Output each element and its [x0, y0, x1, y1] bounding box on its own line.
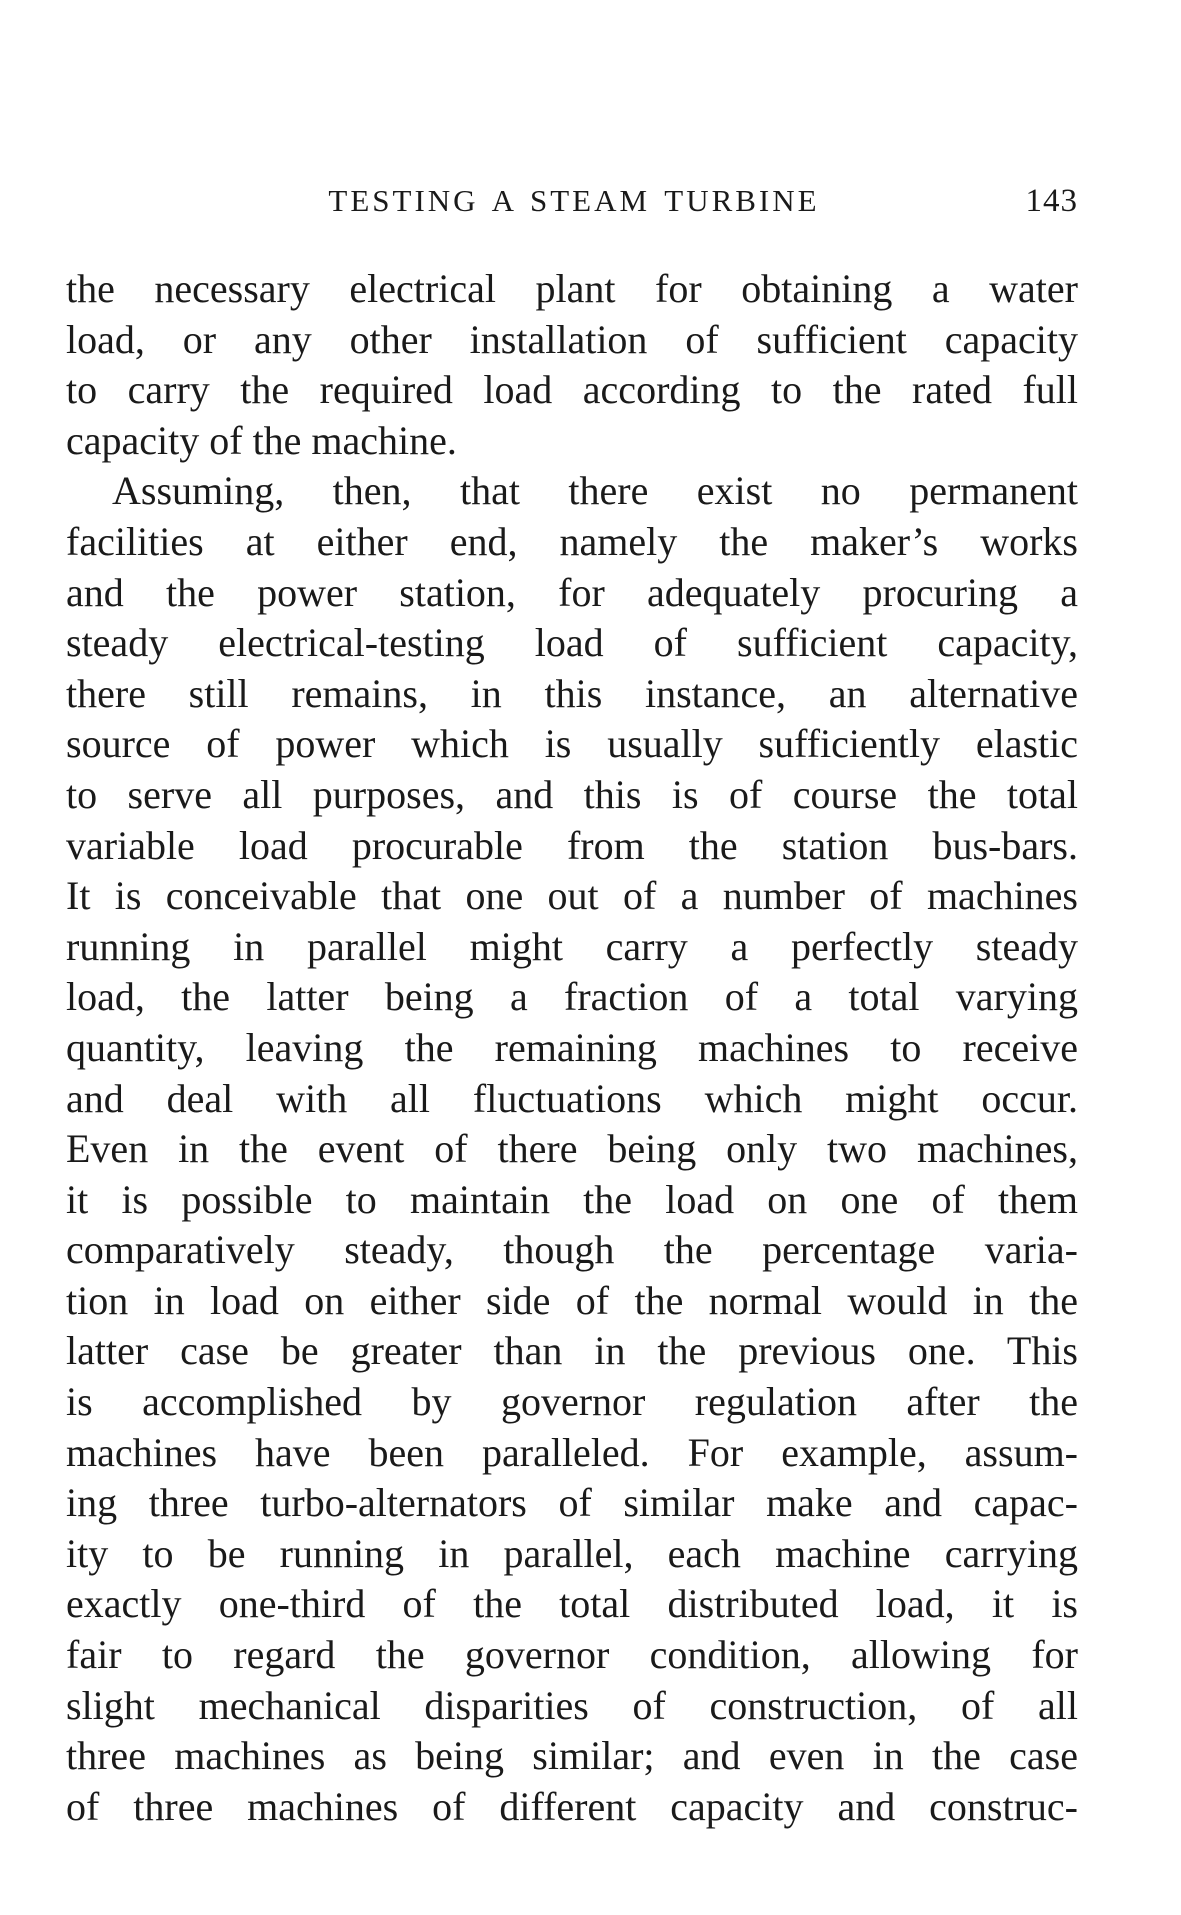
- text-line: and the power station, for adequately procuring a: [66, 569, 1078, 615]
- text-line: to serve all purposes, and this is of course the total: [66, 771, 1078, 817]
- text-line: variable load procurable from the station bus-bars.: [66, 822, 1078, 868]
- text-line: machines have been paralleled. For example, assum-: [66, 1429, 1078, 1475]
- text-line: It is conceivable that one out of a number of machines: [66, 873, 1078, 919]
- text-line: quantity, leaving the remaining machines to receive: [66, 1024, 1078, 1070]
- text-line: is accomplished by governor regulation after the: [66, 1379, 1078, 1425]
- text-line: the necessary electrical plant for obtaining a water: [66, 266, 1078, 311]
- text-line: fair to regard the governor condition, allowing for: [66, 1632, 1078, 1678]
- text-line: exactly one-third of the total distributed load, it is: [66, 1581, 1078, 1627]
- text-line: facilities at either end, namely the maker’s works: [66, 518, 1078, 564]
- text-line: tion in load on either side of the normal would in the: [66, 1277, 1078, 1323]
- text-line: comparatively steady, though the percentage varia-: [66, 1227, 1078, 1273]
- text-line: load, the latter being a fraction of a total varying: [66, 974, 1078, 1020]
- text-line: ity to be running in parallel, each machine carrying: [66, 1530, 1078, 1576]
- text-line: to carry the required load according to the rated full: [66, 367, 1078, 413]
- text-line: there still remains, in this instance, an alternative: [66, 670, 1078, 716]
- running-title: TESTING A STEAM TURBINE: [328, 183, 820, 218]
- text-line: ing three turbo-alternators of similar make and capac-: [66, 1480, 1078, 1526]
- text-line: Assuming, then, that there exist no permanent: [112, 468, 1078, 514]
- body-text: [66, 264, 1078, 1832]
- text-line: source of power which is usually sufficiently elastic: [66, 721, 1078, 767]
- text-line: steady electrical-testing load of sufficient capacity,: [66, 620, 1078, 666]
- text-line: running in parallel might carry a perfectly steady: [66, 923, 1078, 969]
- text-line: Even in the event of there being only two machines,: [66, 1126, 1078, 1172]
- running-head: [70, 183, 1078, 227]
- text-line: and deal with all fluctuations which might occur.: [66, 1075, 1078, 1121]
- page-number: 143: [1025, 183, 1078, 219]
- text-line: load, or any other installation of sufficient capacity: [66, 316, 1078, 362]
- text-line: latter case be greater than in the previous one. This: [66, 1328, 1078, 1374]
- text-line: it is possible to maintain the load on one of them: [66, 1176, 1078, 1222]
- text-line: three machines as being similar; and even in the case: [66, 1733, 1078, 1779]
- text-line: slight mechanical disparities of construction, of all: [66, 1682, 1078, 1728]
- text-line: of three machines of different capacity and construc-: [66, 1783, 1078, 1829]
- text-line: capacity of the machine.: [66, 417, 457, 463]
